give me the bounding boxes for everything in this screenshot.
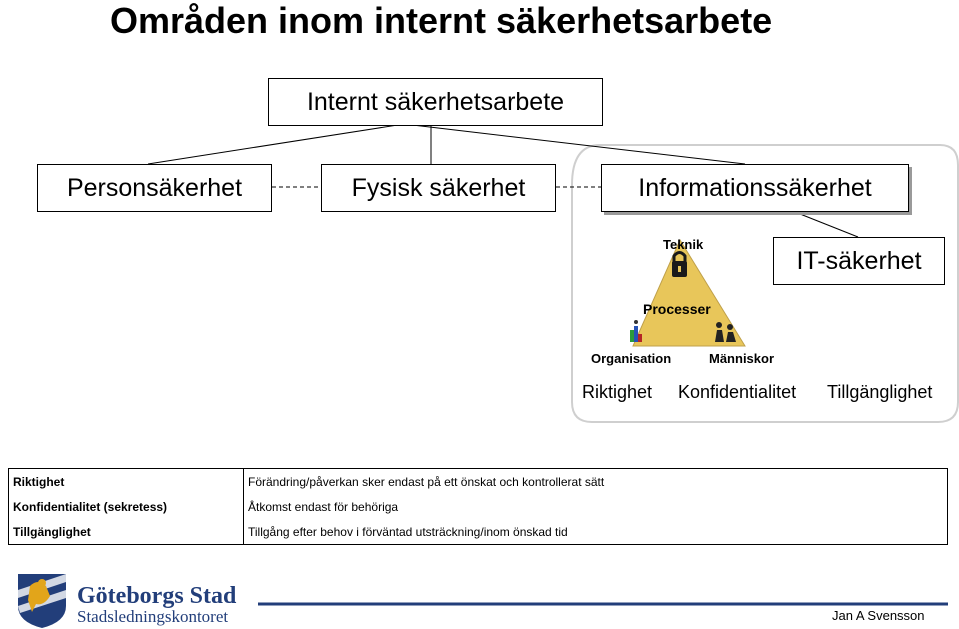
people-icon (716, 322, 722, 328)
definition-text: Åtkomst endast för behöriga (248, 499, 399, 514)
it-security-box (773, 237, 945, 285)
teknik-triangle-icon (633, 240, 745, 346)
root-label: Internt säkerhetsarbete (306, 87, 565, 116)
attribute-integrity: Riktighet (582, 382, 653, 402)
triangle-right-label: Människor (709, 351, 775, 366)
triangle-top-label: Teknik (663, 237, 704, 252)
person-security-label: Personsäkerhet (66, 173, 243, 202)
logo-line1: Göteborgs Stad (77, 583, 237, 609)
definition-text: Förändring/påverkan sker endast på ett önskat och kontrollerat sätt (248, 474, 605, 489)
table-row (9, 469, 948, 495)
table-row (9, 494, 948, 519)
info-security-label: Informationssäkerhet (638, 173, 872, 202)
triangle-middle-label: Processer (643, 301, 711, 317)
triangle-left-label: Organisation (591, 351, 672, 366)
attribute-confidentiality: Konfidentialitet (678, 382, 797, 402)
it-security-label: IT-säkerhet (796, 246, 922, 275)
attribute-availability: Tillgänglighet (827, 382, 933, 402)
physical-security-label: Fysisk säkerhet (351, 173, 526, 202)
logo-line2: Stadsledningskontoret (77, 607, 229, 626)
line-info-it (790, 210, 858, 237)
author-name: Jan A Svensson (832, 608, 925, 623)
person-security-box (37, 164, 272, 212)
definition-text: Tillgång efter behov i förväntad utsträckning/inom önskad tid (248, 524, 568, 539)
line-root-person (148, 124, 404, 164)
organisation-icon (630, 330, 634, 342)
definitions-table (8, 468, 948, 545)
definition-term: Konfidentialitet (sekretess) (9, 494, 244, 519)
definition-term: Tillgänglighet (9, 519, 244, 545)
info-security-box (601, 164, 909, 212)
definition-term: Riktighet (9, 469, 244, 495)
root-box (268, 78, 603, 126)
physical-security-box (321, 164, 556, 212)
page-title: Områden inom internt säkerhetsarbete (110, 0, 773, 41)
table-row (9, 519, 948, 545)
